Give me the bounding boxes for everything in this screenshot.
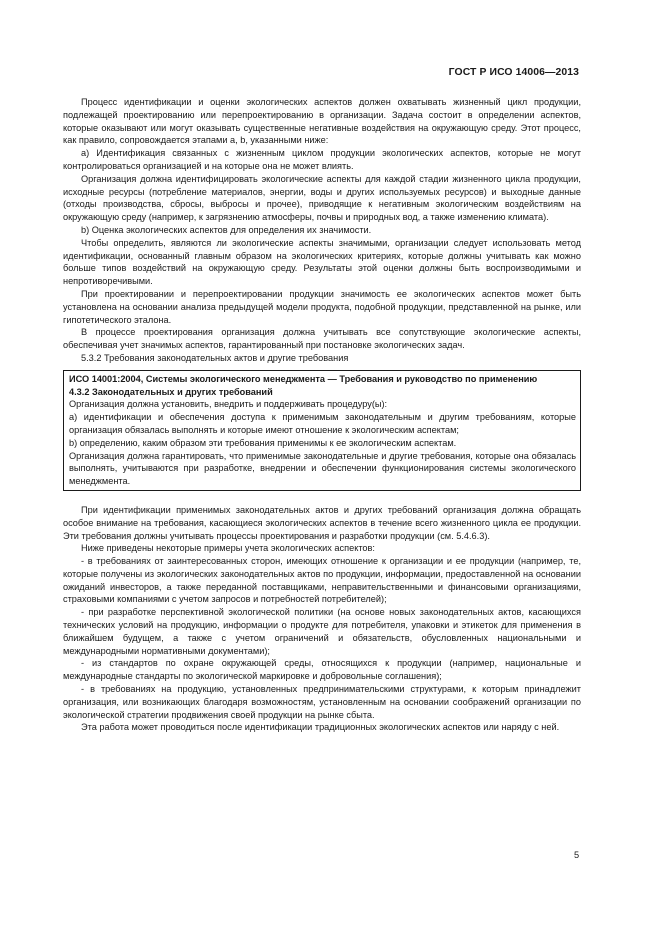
quote-box-line: Организация должна установить, внедрить и поддерживать процедуру(ы): xyxy=(69,399,388,410)
paragraph: a) Идентификация связанных с жизненным циклом продукции экологических аспектов, которые не могут контролироваться организацией и на которые она не может влиять. xyxy=(63,148,581,171)
page-number: 5 xyxy=(574,850,580,860)
paragraph: Чтобы определить, являются ли экологические аспекты значимыми, организации следует использовать метод идентификации, основанный главным образом на экологических критериях, которые должны учитывать как можно больше типов воздействий на окружающую среду. Результаты этой оценки должны быть воспроизводимыми и непротиворечивыми. xyxy=(63,237,581,287)
quote-box-section: 4.3.2 Законодательных и других требований xyxy=(69,386,273,397)
paragraph: Ниже приведены некоторые примеры учета экологических аспектов: xyxy=(81,543,375,554)
document-header: ГОСТ Р ИСО 14006—2013 xyxy=(448,67,579,78)
list-item: - из стандартов по охране окружающей среды, относящихся к продукции (например, национальные и международные стандарты по экологической маркировке и добровольные соглашения); xyxy=(63,658,581,682)
paragraph: При проектировании и перепроектировании продукции значимость ее экологических аспектов может быть установлена на основании анализа предыдущей модели продукта, подобной продукции, представленной на рынке, или гипотетического эталона. xyxy=(63,288,581,325)
section-heading: 5.3.2 Требования законодательных актов и другие требования xyxy=(81,352,349,363)
quote-box-line: Организация должна гарантировать, что применимые законодательные и другие требования, которые она обязалась выполнять, учитываются при разработке, внедрении и обеспечении функционирования системы экологического менеджмента. xyxy=(69,450,576,487)
page-body xyxy=(63,96,581,734)
quote-box-line: a) идентификации и обеспечения доступа к применимым законодательным и другим требованиям, которые организация обязалась выполнять и которые имеют отношение к экологическим аспектам; xyxy=(69,412,576,435)
paragraph: Организация должна идентифицировать экологические аспекты для каждой стадии жизненного цикла продукции, исходные ресурсы (потребление материалов, энергии, воды и других используемых ресурсов) и выходные данные (отходы производства, сбросы, выбросы и прочее), приводящие к негативным экологическим воздействиям на окружающую среду (например, к загрязнению атмосферы, почвы и природных вод, а также изменению климата). xyxy=(63,173,581,223)
paragraph: Эта работа может проводиться после идентификации традиционных экологических аспектов или наряду с ней. xyxy=(81,722,560,733)
list-item: - при разработке перспективной экологической политики (на основе новых законодательных актов, касающихся технических условий на продукцию, информации о продукте для потребителя, упаковки и этикеток для применения в ближайшем будущем, а также с учетом ограничений и обязательств, обусловленных национальными и международными нормативными документами); xyxy=(63,607,581,656)
paragraph: b) Оценка экологических аспектов для определения их значимости. xyxy=(81,224,372,235)
paragraph: В процессе проектирования организация должна учитывать все сопутствующие экологические аспекты, обеспечивая учет значимых аспектов, гарантированный при постановке экологических задач. xyxy=(63,327,581,351)
quote-box xyxy=(63,370,581,491)
quote-box-title: ИСО 14001:2004, Системы экологического менеджмента — Требования и руководство по применению xyxy=(69,373,538,384)
quote-box-line: b) определению, каким образом эти требования применимы к ее экологическим аспектам. xyxy=(69,437,457,448)
list-item: - в требованиях на продукцию, установленных предпринимательскими структурами, к которым принадлежит организация, или возникающих благодаря возможностям, установленным на основании соображений организации по экологической стратегии продвижения своей продукции на рынке сбыта. xyxy=(63,684,581,720)
paragraph: При идентификации применимых законодательных актов и других требований организация должна обращать особое внимание на требования, касающиеся экологических аспектов в течение всего жизненного цикла ее продукции. Эти требования должны учитывать процессы проектирования и разработки продукции (см. 5.4.6.3). xyxy=(63,504,581,541)
paragraph: Процесс идентификации и оценки экологических аспектов должен охватывать жизненный цикл продукции, подлежащей проектированию или перепроектированию в организации. Задача состоит в определении аспектов, которые оказывают или могут оказывать существенные негативные воздействия на окружающую среду. Этот процесс, как правило, сопровождается этапами a, b, указанными ниже: xyxy=(63,97,581,146)
list-item: - в требованиях от заинтересованных сторон, имеющих отношение к организации и ее продукции (например, те, которые получены из экологических законодательных актов по продукции, информации, предоставленной на основании ожиданий инвесторов, а также переданной поставщиками, неправительственными и финансовыми организациями, страховыми компаниями с учетом запросов и потребностей потребителей); xyxy=(63,556,581,605)
